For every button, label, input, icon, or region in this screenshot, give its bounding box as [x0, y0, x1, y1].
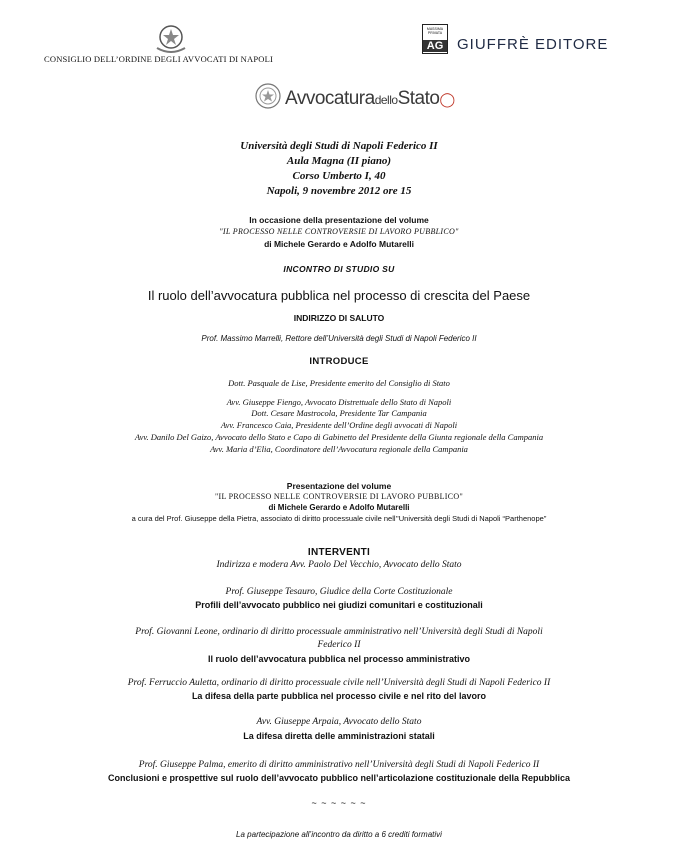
- greeting-speaker: Prof. Massimo Marrelli, Rettore dell’Università degli Studi di Napoli Federico II: [201, 334, 477, 343]
- avvocatura-stato: Stato: [397, 88, 440, 109]
- logo-ring-icon: ◯: [439, 91, 455, 107]
- venue-hall: Aula Magna (II piano): [286, 155, 392, 167]
- separator: ~ ~ ~ ~ ~ ~: [311, 798, 367, 808]
- venue-address: Corso Umberto I, 40: [292, 170, 386, 182]
- introduce-speaker: Avv. Giuseppe Fiengo, Avvocato Distrettuale dello Stato di Napoli: [226, 397, 452, 407]
- occasion-authors: di Michele Gerardo e Adolfo Mutarelli: [264, 239, 414, 249]
- introduce-speaker: Avv. Maria d’Elia, Coordinatore dell’Avvocatura regionale della Campania: [210, 444, 468, 454]
- avvocatura-dello: dello: [374, 93, 398, 107]
- occasion-intro: In occasione della presentazione del volume: [249, 215, 429, 225]
- avvocatura-emblem-icon: [254, 82, 282, 112]
- event-title: Il ruolo dell’avvocatura pubblica nel processo di crescita del Paese: [147, 288, 531, 303]
- introduce-speaker: Avv. Danilo Del Gaizo, Avvocato dello Stato e Capo di Gabinetto del Presidente della Giunta regionale della Campania: [134, 432, 544, 442]
- talk-speaker: Prof. Ferruccio Auletta, ordinario di diritto processuale civile nell’Università degli Studi di Napoli Federico II: [127, 678, 551, 688]
- council-name: CONSIGLIO DELL’ORDINE DEGLI AVVOCATI DI NAPOLI: [44, 54, 274, 64]
- introduce-speaker: Dott. Cesare Mastrocola, Presidente Tar Campania: [251, 408, 427, 418]
- presentation-authors: di Michele Gerardo e Adolfo Mutarelli: [268, 503, 410, 512]
- venue-date-time: Napoli, 9 novembre 2012 ore 15: [266, 185, 412, 197]
- avvocatura-logo-text: [285, 88, 455, 110]
- talk-speaker: Prof. Giuseppe Palma, emerito di diritto amministrativo nell’Università degli Studi di Napoli Federico II: [138, 760, 540, 770]
- publisher-logo-badge: [422, 24, 448, 54]
- talk-speaker: Prof. Giuseppe Tesauro, Giudice della Corte Costituzionale: [225, 587, 453, 597]
- introduce-heading: INTRODUCE: [309, 356, 369, 367]
- introduce-speaker: Dott. Pasquale de Lise, Presidente emerito del Consiglio di Stato: [228, 378, 450, 388]
- talk-speaker: Prof. Giovanni Leone, ordinario di diritto processuale amministrativo nell’Università degli Studi di Napoli: [135, 627, 543, 637]
- talk-speaker: Avv. Giuseppe Arpaia, Avvocato dello Stato: [256, 717, 422, 727]
- talk-topic: Il ruolo dell’avvocatura pubblica nel processo amministrativo: [207, 654, 471, 664]
- greeting-heading: INDIRIZZO DI SALUTO: [293, 313, 385, 323]
- venue-university: Università degli Studi di Napoli Federico II: [240, 140, 438, 152]
- occasion-book-title: "IL PROCESSO NELLE CONTROVERSIE DI LAVORO PUBBLICO": [219, 227, 459, 236]
- presentation-book-title: "IL PROCESSO NELLE CONTROVERSIE DI LAVORO PUBBLICO": [214, 492, 464, 501]
- presentation-curator: a cura del Prof. Giuseppe della Pietra, associato di diritto processuale civile nell’’Università degli Studi di Napoli “Parthenope”: [131, 514, 547, 523]
- event-kind: INCONTRO DI STUDIO SU: [283, 264, 395, 274]
- talk-speaker-continued: Federico II: [317, 640, 361, 650]
- introduce-speaker: Avv. Francesco Caia, Presidente dell’Ordine degli avvocati di Napoli: [220, 420, 458, 430]
- avvocatura-main: Avvocatura: [285, 88, 375, 109]
- talk-topic: La difesa diretta delle amministrazioni statali: [243, 731, 435, 741]
- presentation-heading: Presentazione del volume: [286, 481, 392, 491]
- publisher-badge-letters: AG: [423, 40, 447, 52]
- publisher-badge-small: MASSIMA PRIVATA: [426, 27, 444, 35]
- talk-topic: Profili dell’avvocato pubblico nei giudizi comunitari e costituzionali: [195, 600, 483, 610]
- interventi-heading: INTERVENTI: [307, 547, 371, 558]
- italian-republic-emblem: [153, 22, 189, 54]
- interventi-moderator: Indirizza e modera Avv. Paolo Del Vecchio, Avvocato dello Stato: [216, 560, 462, 570]
- footer-note: La partecipazione all’incontro da diritto a 6 crediti formativi: [236, 830, 442, 839]
- talk-topic: La difesa della parte pubblica nel processo civile e nel rito del lavoro: [191, 691, 487, 701]
- talk-topic: Conclusioni e prospettive sul ruolo dell’avvocato pubblico nell’articolazione costituzionale della Repubblica: [107, 773, 571, 783]
- publisher-name: GIUFFRÈ EDITORE: [457, 36, 609, 53]
